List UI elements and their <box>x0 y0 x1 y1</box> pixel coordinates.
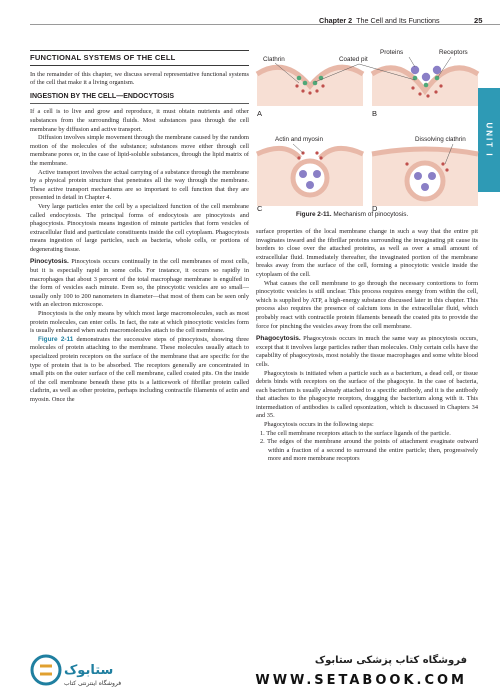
label-clathrin: Clathrin <box>263 56 285 63</box>
section-title: FUNCTIONAL SYSTEMS OF THE CELL <box>30 50 249 66</box>
phagocytosis-heading: Phagocytosis. <box>256 335 301 343</box>
paragraph: What causes the cell membrane to go through the necessary contortions to form pinocytotic vesicles is still unclear. This process requires energy from within the cell, which is supplied by ATP, a high-energy substance discussed later in this chapter. This process also requires the presence of calcium ions in the extracellular fluid, which probably react with contractile protein filaments beneath the coated pits to provide the force for pinching the vesicles away from the cell membrane. <box>256 279 478 330</box>
intro-paragraph: In the remainder of this chapter, we discuss several representative functional systems of the cell that make it a living organism. <box>30 70 249 87</box>
panel-label-c: C <box>257 204 263 213</box>
logo-text: ستابوک <box>64 663 114 678</box>
pinocytosis-heading: Pinocytosis. <box>30 258 69 266</box>
store-url-link[interactable]: WWW.SETABOOK.COM <box>255 673 467 688</box>
panel-c <box>257 144 363 206</box>
phagocytosis-paragraph <box>256 335 478 369</box>
chapter-number: Chapter 2 <box>319 16 353 25</box>
paragraph: If a cell is to live and grow and reproduce, it must obtain nutrients and other substances from the surrounding fluids. Most substances pass through the cell membrane by diffusion and active transport. <box>30 108 249 133</box>
pinocytosis-paragraph <box>30 258 249 310</box>
panel-d <box>372 144 478 206</box>
unit-tab-label: UNIT I <box>484 122 494 158</box>
list-item: 1. The cell membrane receptors attach to the surface ligands of the particle. <box>260 429 451 437</box>
panel-b <box>372 57 478 106</box>
label-coated-pit: Coated pit <box>339 56 368 63</box>
paragraph: Diffusion involves simple movement through the membrane caused by the random motion of the molecules of the substance; substances move either through cell membrane pores or, in the case of lipid-soluble substances, through the lipid matrix of the membrane. <box>30 134 249 167</box>
panel-label-d: D <box>372 204 378 213</box>
figure-caption <box>296 211 408 218</box>
subsection-title: INGESTION BY THE CELL—ENDOCYTOSIS <box>30 93 249 105</box>
running-header <box>319 16 440 25</box>
figure-ref-paragraph <box>30 336 249 405</box>
paragraph-text: Pinocytosis occurs continually in the cell membranes of most cells, but it is especially rapid in some cells. For instance, it occurs so rapidly in macrophages that about 3 percent of the total macrophage membrane is engulfed in the form of vesicles each minute. Even so, the pinocytotic vesicles are so small—usually only 100 to 200 nanometers in diameter—that most of them can be seen only with an electron microscope. <box>30 258 249 309</box>
panel-label-b: B <box>372 109 378 118</box>
label-dissolving-clathrin: Dissolving clathrin <box>415 136 466 143</box>
paragraph: Very large particles enter the cell by a specialized function of the cell membrane called endocytosis. The principal forms of endocytosis are pinocytosis and phagocytosis. Pinocytosis means ingestion of minute particles that form vesicles of extracellular fluid and particulate constituents inside the cell cytoplasm. Phagocytosis means ingestion of large particles, such as bacteria, whole cells, or portions of degenerating tissue. <box>30 202 249 253</box>
figure-caption-label: Figure 2-11. <box>296 211 332 218</box>
paragraph: Active transport involves the actual carrying of a substance through the membrane by a physical protein structure that penetrates all the way through the membrane. These active transport mechanisms are so important to cell function that they are presented in detail in Chapter 4. <box>30 168 249 202</box>
left-column <box>30 50 249 405</box>
store-name: فروشگاه کتاب پزشکی ستابوک <box>314 655 467 666</box>
paragraph-text: Phagocytosis occurs in much the same way as pinocytosis occurs, except that it involves large particles rather than molecules. Only certain cells have the capability of phagocytosis, most notably the tissue macrophages and some white blood cells. <box>256 335 478 368</box>
unit-tab <box>478 88 500 192</box>
label-receptors: Receptors <box>439 49 468 56</box>
figure-caption-text: Mechanism of pinocytosis. <box>333 211 409 218</box>
panel-a <box>257 63 363 106</box>
paragraph: Phagocytosis is initiated when a particle such as a bacterium, a dead cell, or tissue debris binds with receptors on the surface of the phagocyte. In the case of bacteria, each bacterium is usually already attached to a specific antibody, and it is the antibody that attaches to the phagocyte receptors, dragging the bacterium along with it. This intermediation of antibodies is called opsonization, which is discussed in Chapters 34 and 35. <box>256 369 478 420</box>
paragraph-text: demonstrates the successive steps of pinocytosis, showing three molecules of protein attaching to the membrane. These molecules usually attach to specialized protein receptors on the surface of the membrane that are specific for the type of protein that is to be absorbed. The receptors generally are concentrated in small pits on the outer surface of the cell membrane, called coated pits. On the inside of the cell membrane beneath these pits is a latticework of fibrillar protein called clathrin, as well as other proteins, perhaps including contractile filaments of actin and myosin. Once the <box>30 335 249 403</box>
page-number: 25 <box>474 16 483 25</box>
figure-reference-link[interactable]: Figure 2-11 <box>38 335 74 343</box>
logo-subtext: فروشگاه اینترنتی کتاب <box>64 680 122 687</box>
setabook-logo <box>30 652 130 690</box>
right-column <box>256 228 478 464</box>
paragraph: Pinocytosis is the only means by which most large macromolecules, such as most protein molecules, can enter cells. In fact, the rate at which pinocytotic vesicles form is usually enhanced when such macromolecules attach to the cell membrane. <box>30 310 249 335</box>
paragraph: Phagocytosis occurs in the following steps: <box>264 421 374 429</box>
pinocytosis-figure <box>255 46 480 222</box>
label-proteins: Proteins <box>380 49 404 56</box>
paragraph: surface properties of the local membrane change in such a way that the entire pit invaginates inward and the fibrillar proteins surrounding the invaginating pit cause its borders to close over the attached proteins, as well as over a small amount of extracellular fluid. Immediately thereafter, the invaginated portion of the membrane breaks away from the surface of the cell, forming a pinocytotic vesicle inside the cytoplasm of the cell. <box>256 228 478 278</box>
panel-label-a: A <box>257 109 263 118</box>
label-actin-myosin: Actin and myosin <box>275 136 323 143</box>
chapter-title: The Cell and Its Functions <box>356 16 440 25</box>
list-item: 2. The edges of the membrane around the points of attachment evaginate outward within a fraction of a second to surround the entire particle; then, progressively more and more membrane receptors <box>260 438 478 463</box>
